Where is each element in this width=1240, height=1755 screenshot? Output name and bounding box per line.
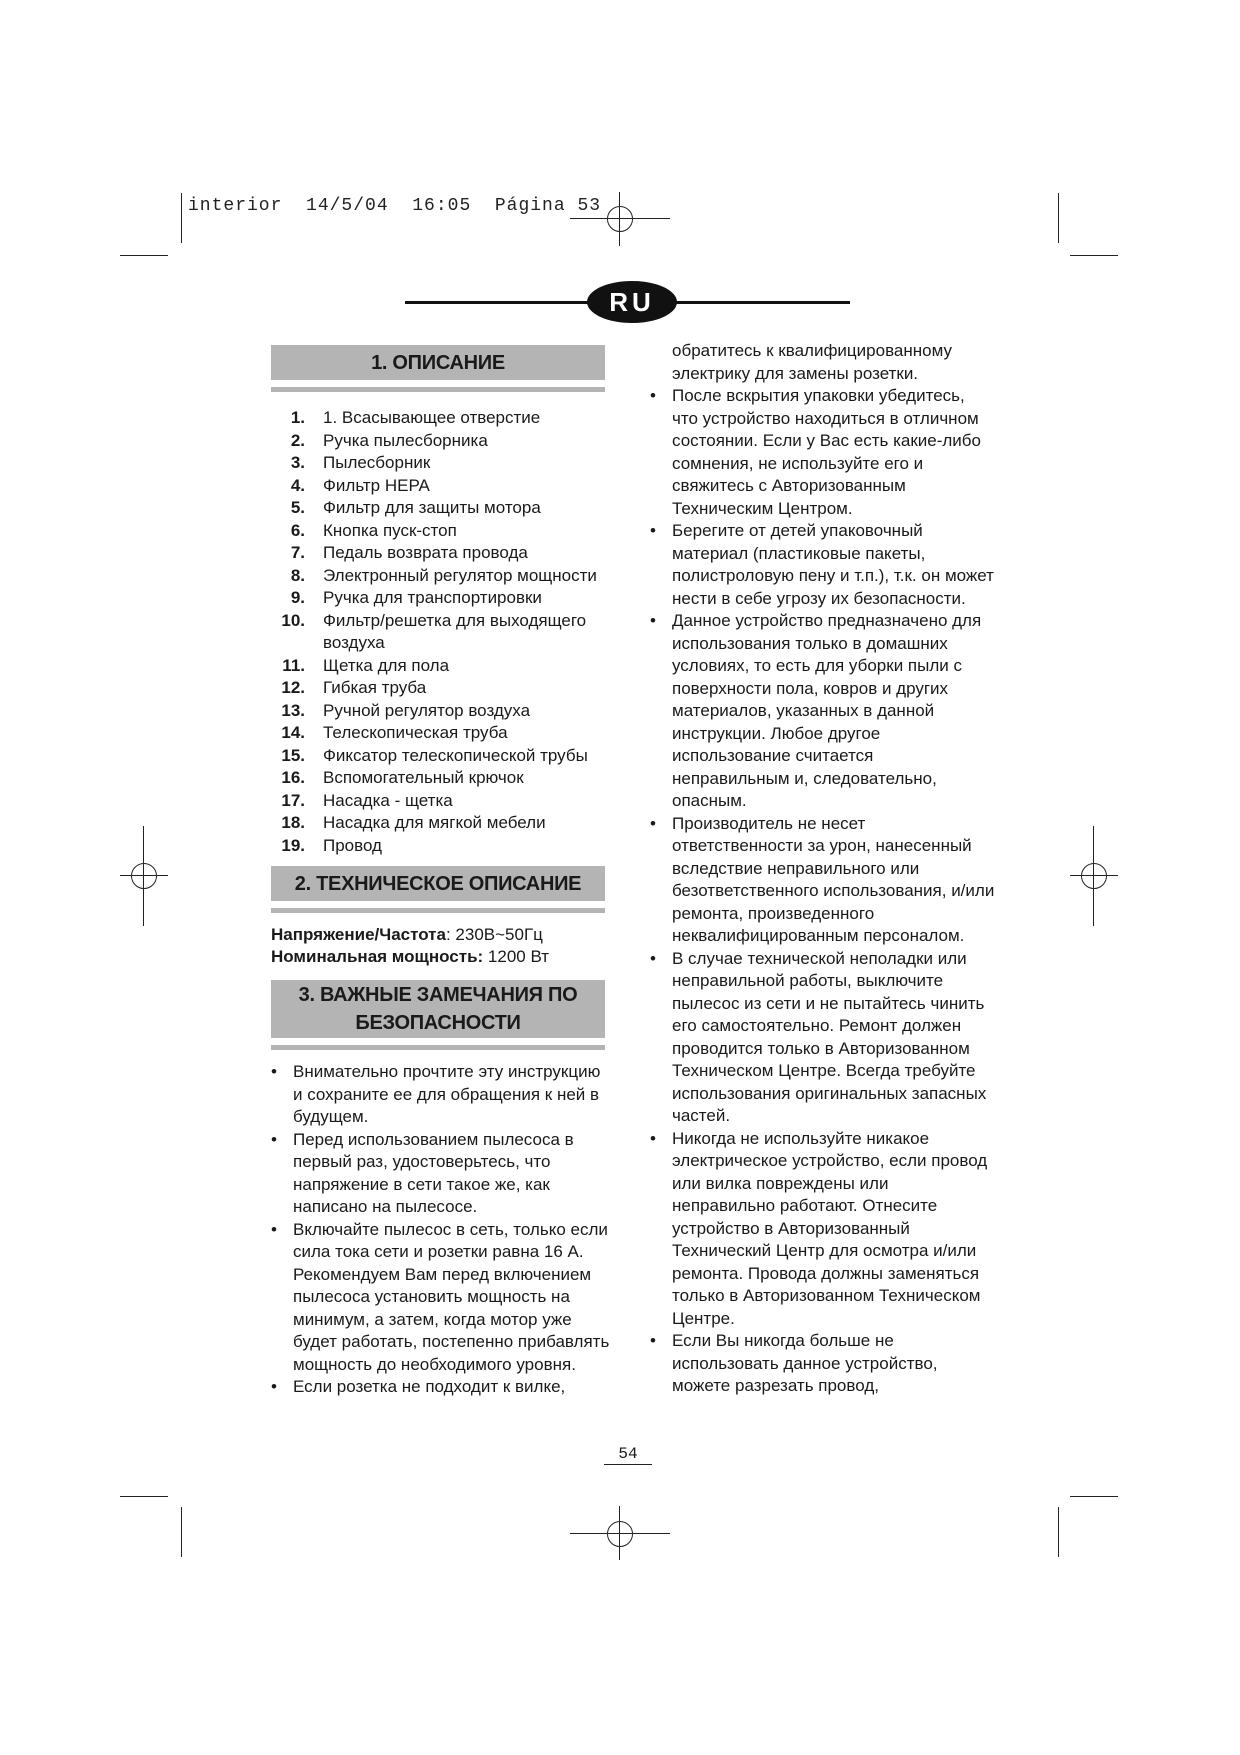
- registration-line: [619, 192, 620, 246]
- list-item: [271, 407, 621, 430]
- list-item-number: 15.: [281, 745, 305, 765]
- list-item-text: Электронный регулятор мощности: [323, 565, 597, 585]
- list-item: [271, 497, 621, 520]
- crop-mark: [120, 1496, 168, 1497]
- bullet-item: • Перед использованием пылесоса в первый раз, удостоверьтесь, что напряжение в сети такое же, как написано на пылесосе.: [271, 1129, 611, 1219]
- list-item-text: Насадка - щетка: [323, 790, 453, 810]
- badge-rule-left: [405, 301, 595, 304]
- section-rule: [271, 387, 605, 392]
- list-item-text: Педаль возврата провода: [323, 543, 528, 562]
- list-item-text: Фильтр/решетка для выходящего воздуха: [323, 610, 587, 652]
- list-item-number: 6.: [290, 520, 305, 540]
- list-item: [271, 812, 621, 835]
- registration-mark-right: [1070, 852, 1118, 900]
- registration-line: [143, 826, 144, 926]
- list-item-text: Фильтр HEPA: [323, 475, 430, 495]
- registration-line: [570, 218, 670, 219]
- list-item-number: 1.: [290, 408, 305, 427]
- list-item-number: 5.: [290, 498, 305, 517]
- list-item: [271, 722, 621, 745]
- section-rule: [271, 908, 605, 913]
- list-item-text: Фиксатор телескопической трубы: [323, 745, 588, 765]
- bullet-item: • Берегите от детей упаковочный материал (пластиковые пакеты, полистроловую пену и т.п.), т.к. он может нести в себе угрозу их безопасности.: [650, 520, 995, 610]
- parts-list: [271, 407, 621, 857]
- bullet-item: • В случае технической неполадки или неправильной работы, выключите пылесос из сети и не пытайтесь чинить его самостоятельно. Ремонт должен проводится только в Авторизованном Техническом Центре. Всегда требуйте использования оригинальных запасных частей.: [650, 948, 995, 1128]
- page-number: 54: [604, 1445, 652, 1465]
- print-slug: interior 14/5/04 16:05 Página 53: [188, 196, 602, 216]
- crop-mark: [120, 255, 168, 256]
- list-item-text: Телескопическая труба: [323, 723, 508, 742]
- registration-mark-top: [596, 195, 644, 243]
- bullet-item: • После вскрытия упаковки убедитесь, что устройство находиться в отличном состоянии. Если у Вас есть какие-либо сомнения, не используйте его и свяжитесь с Авторизованным Техническим Центром.: [650, 385, 995, 520]
- list-item-text: Ручка пылесборника: [323, 430, 488, 450]
- crop-mark: [181, 193, 182, 243]
- list-item-number: 7.: [290, 543, 305, 562]
- bullet-item: • Внимательно прочтите эту инструкцию и сохраните ее для обращения к ней в будущем.: [271, 1061, 611, 1129]
- spec-power-value: 1200 Вт: [483, 947, 550, 966]
- list-item-text: Кнопка пуск-стоп: [323, 520, 457, 540]
- list-item-number: 2.: [290, 430, 305, 450]
- list-item-number: 3.: [290, 453, 305, 472]
- section-3-title-line1: 3. ВАЖНЫЕ ЗАМЕЧАНИЯ ПО: [298, 984, 578, 1006]
- language-badge: RU: [587, 281, 677, 323]
- list-item-text: Гибкая труба: [323, 678, 427, 697]
- list-item: [271, 475, 621, 498]
- list-item-text: Фильтр для защиты мотора: [323, 498, 541, 517]
- list-item: [271, 655, 621, 678]
- bullet-item: • Включайте пылесос в сеть, только если сила тока сети и розетки равна 16 А. Рекомендуем Вам перед включением пылесоса установить мощность на минимум, а затем, когда мотор уже будет работать, постепенно прибавлять мощность до необходимого уровня.: [271, 1219, 611, 1377]
- list-item-text: Щетка для пола: [323, 655, 450, 675]
- list-item-number: 13.: [281, 700, 305, 720]
- section-2-title: 2. ТЕХНИЧЕСКОЕ ОПИСАНИЕ: [271, 866, 605, 901]
- list-item: [271, 520, 621, 543]
- badge-rule-right: [668, 301, 850, 304]
- registration-line: [1093, 826, 1094, 926]
- list-item: [271, 610, 621, 655]
- spec-power-label: Номинальная мощность:: [271, 947, 484, 966]
- section-3-title-line2: БЕЗОПАСНОСТИ: [355, 1012, 521, 1034]
- crop-mark: [1058, 1507, 1059, 1557]
- list-item-text: 1. Всасывающее отверстие: [323, 408, 541, 427]
- list-item: [271, 542, 621, 565]
- bullet-item: • Данное устройство предназначено для использования только в домашних условиях, то есть для уборки пыли с поверхности пола, ковров и других материалов, указанных в данной инструкции. Любое другое использование считается неправильным и, следовательно, опасным.: [650, 610, 995, 813]
- list-item-number: 19.: [281, 835, 305, 855]
- list-item: [271, 677, 621, 700]
- spec-voltage: [271, 924, 543, 947]
- list-item: [271, 835, 621, 858]
- crop-mark: [1070, 255, 1118, 256]
- registration-mark-left: [120, 852, 168, 900]
- list-item-text: Вспомогательный крючок: [323, 768, 524, 787]
- section-rule: [271, 1045, 605, 1050]
- list-item-number: 9.: [290, 588, 305, 607]
- crop-mark: [1058, 193, 1059, 243]
- bullet-item: • Если Вы никогда больше не использовать данное устройство, можете разрезать провод,: [650, 1330, 995, 1398]
- bullet-item: • Никогда не используйте никакое электрическое устройство, если провод или вилка повреждены или неправильно работают. Отнесите устройство в Авторизованный Технический Центр для осмотра и/или ремонта. Провода должны заменяться только в Авторизованном Техническом Центре.: [650, 1128, 995, 1331]
- spec-power: [271, 946, 549, 969]
- list-item-number: 8.: [290, 565, 305, 585]
- spec-voltage-label: Напряжение/Частота: [271, 925, 446, 944]
- list-item: [271, 700, 621, 723]
- registration-mark-bottom: [596, 1510, 644, 1558]
- list-item-text: Пылесборник: [323, 453, 431, 472]
- list-item-number: 14.: [281, 723, 305, 742]
- section-3-title: [271, 980, 605, 1038]
- list-item: [271, 452, 621, 475]
- crop-mark: [181, 1507, 182, 1557]
- list-item-text: Насадка для мягкой мебели: [323, 813, 546, 832]
- registration-line: [619, 1506, 620, 1560]
- list-item-text: Ручка для транспортировки: [323, 588, 542, 607]
- bullet-item: • Если розетка не подходит к вилке,: [271, 1376, 611, 1399]
- right-bullet-column: [650, 340, 995, 1398]
- crop-mark: [1070, 1496, 1118, 1497]
- list-item-number: 18.: [281, 813, 305, 832]
- list-item-number: 4.: [290, 475, 305, 495]
- list-item: [271, 587, 621, 610]
- list-item-text: Ручной регулятор воздуха: [323, 700, 531, 720]
- left-bullet-column: [271, 1061, 611, 1399]
- spec-voltage-value: : 230В~50Гц: [445, 925, 543, 944]
- list-item-number: 10.: [281, 610, 305, 630]
- list-item: [271, 430, 621, 453]
- continuation-paragraph: обратитесь к квалифицированному электрику для замены розетки.: [672, 341, 952, 383]
- section-1-title: 1. ОПИСАНИЕ: [271, 345, 605, 380]
- list-item-number: 11.: [282, 655, 305, 675]
- list-item: [271, 745, 621, 768]
- list-item: [271, 565, 621, 588]
- list-item-number: 16.: [281, 768, 305, 787]
- registration-line: [570, 1533, 670, 1534]
- list-item-number: 17.: [281, 790, 305, 810]
- list-item-text: Провод: [323, 835, 382, 855]
- list-item: [271, 790, 621, 813]
- list-item: [271, 767, 621, 790]
- list-item-number: 12.: [281, 678, 305, 697]
- bullet-item: • Производитель не несет ответственности за урон, нанесенный вследствие неправильного или безответственного использования, и/или ремонта, произведенного неквалифицированным персоналом.: [650, 813, 995, 948]
